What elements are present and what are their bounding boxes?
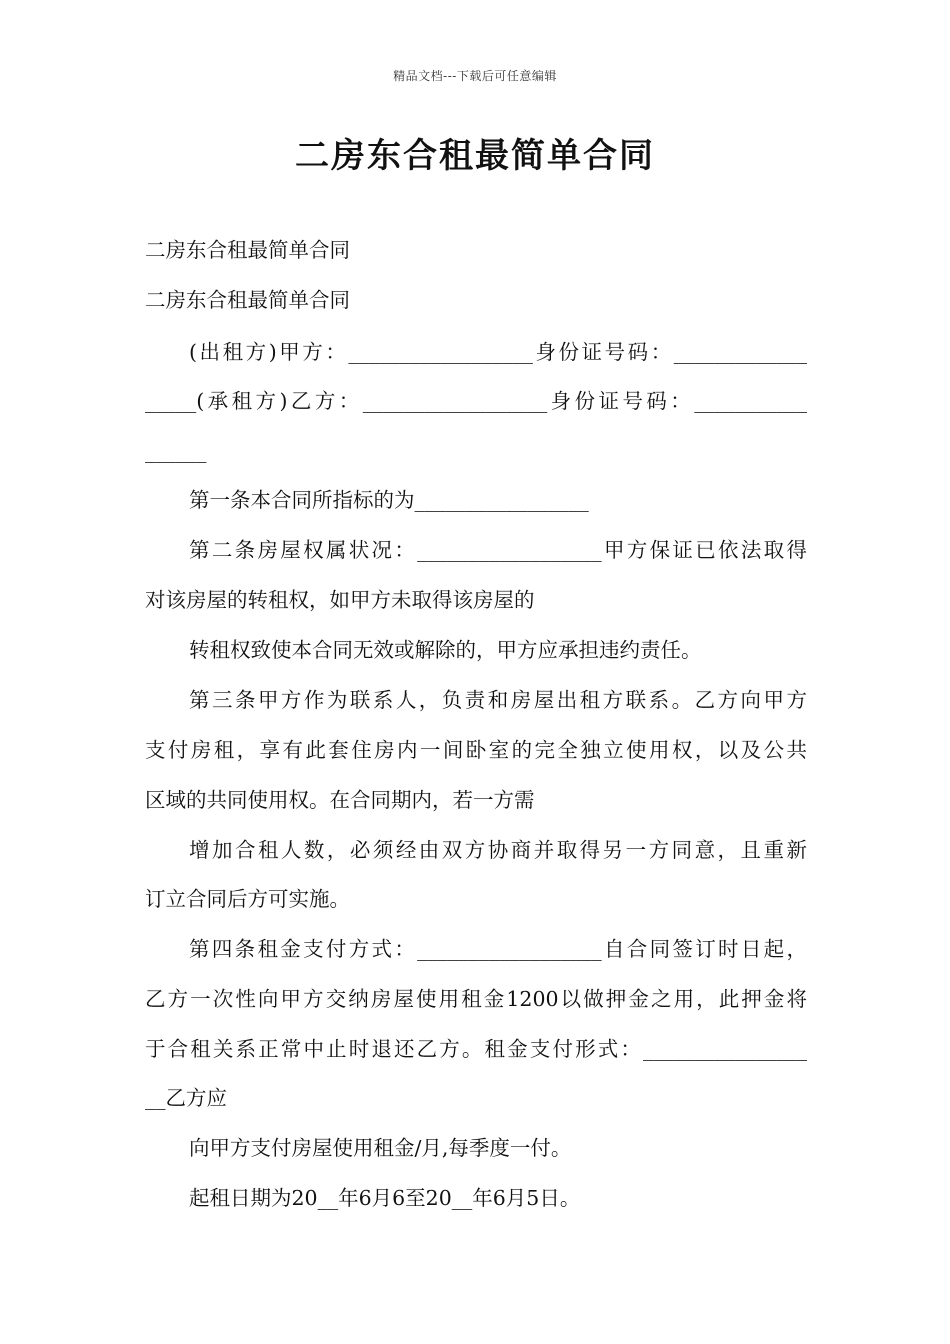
- body-line: 乙方一次性向甲方交纳房屋使用租金1200以做押金之用，此押金将: [145, 987, 807, 1011]
- body-line: 订立合同后方可实施。: [145, 887, 350, 911]
- body-line: 二房东合租最简单合同: [145, 288, 350, 312]
- body-line: 第一条本合同所指标的为_________________: [189, 488, 589, 512]
- body-line: 区域的共同使用权。在合同期内，若一方需: [145, 788, 535, 812]
- body-line: 支付房租，享有此套住房内一间卧室的完全独立使用权，以及公共: [145, 738, 807, 762]
- body-line: _____(承租方)乙方：__________________身份证号码：___________: [145, 389, 807, 413]
- body-line: 第三条甲方作为联系人，负责和房屋出租方联系。乙方向甲方: [189, 688, 807, 712]
- body-line: (出租方)甲方：__________________身份证号码：_____________: [189, 340, 807, 364]
- body-line: 转租权致使本合同无效或解除的，甲方应承担违约责任。: [189, 638, 702, 662]
- body-line: 第四条租金支付方式：__________________自合同签订时日起，: [189, 937, 807, 961]
- body-line: 向甲方支付房屋使用租金/月,每季度一付。: [189, 1136, 572, 1160]
- body-line: __乙方应: [145, 1086, 227, 1110]
- header-note: 精品文档---下载后可任意编辑: [393, 69, 557, 83]
- body-line: 增加合租人数，必须经由双方协商并取得另一方同意，且重新: [189, 838, 807, 862]
- body-line: ______: [145, 439, 207, 463]
- body-line: 二房东合租最简单合同: [145, 238, 350, 262]
- body-line: 起租日期为20__年6月6至20__年6月5日。: [189, 1186, 581, 1210]
- body-line: 第二条房屋权属状况：__________________甲方保证已依法取得: [189, 538, 807, 562]
- body-line: 对该房屋的转租权，如甲方未取得该房屋的: [145, 588, 535, 612]
- document-title: 二房东合租最简单合同: [295, 136, 655, 176]
- body-line: 于合租关系正常中止时退还乙方。租金支付形式：________________: [145, 1037, 807, 1061]
